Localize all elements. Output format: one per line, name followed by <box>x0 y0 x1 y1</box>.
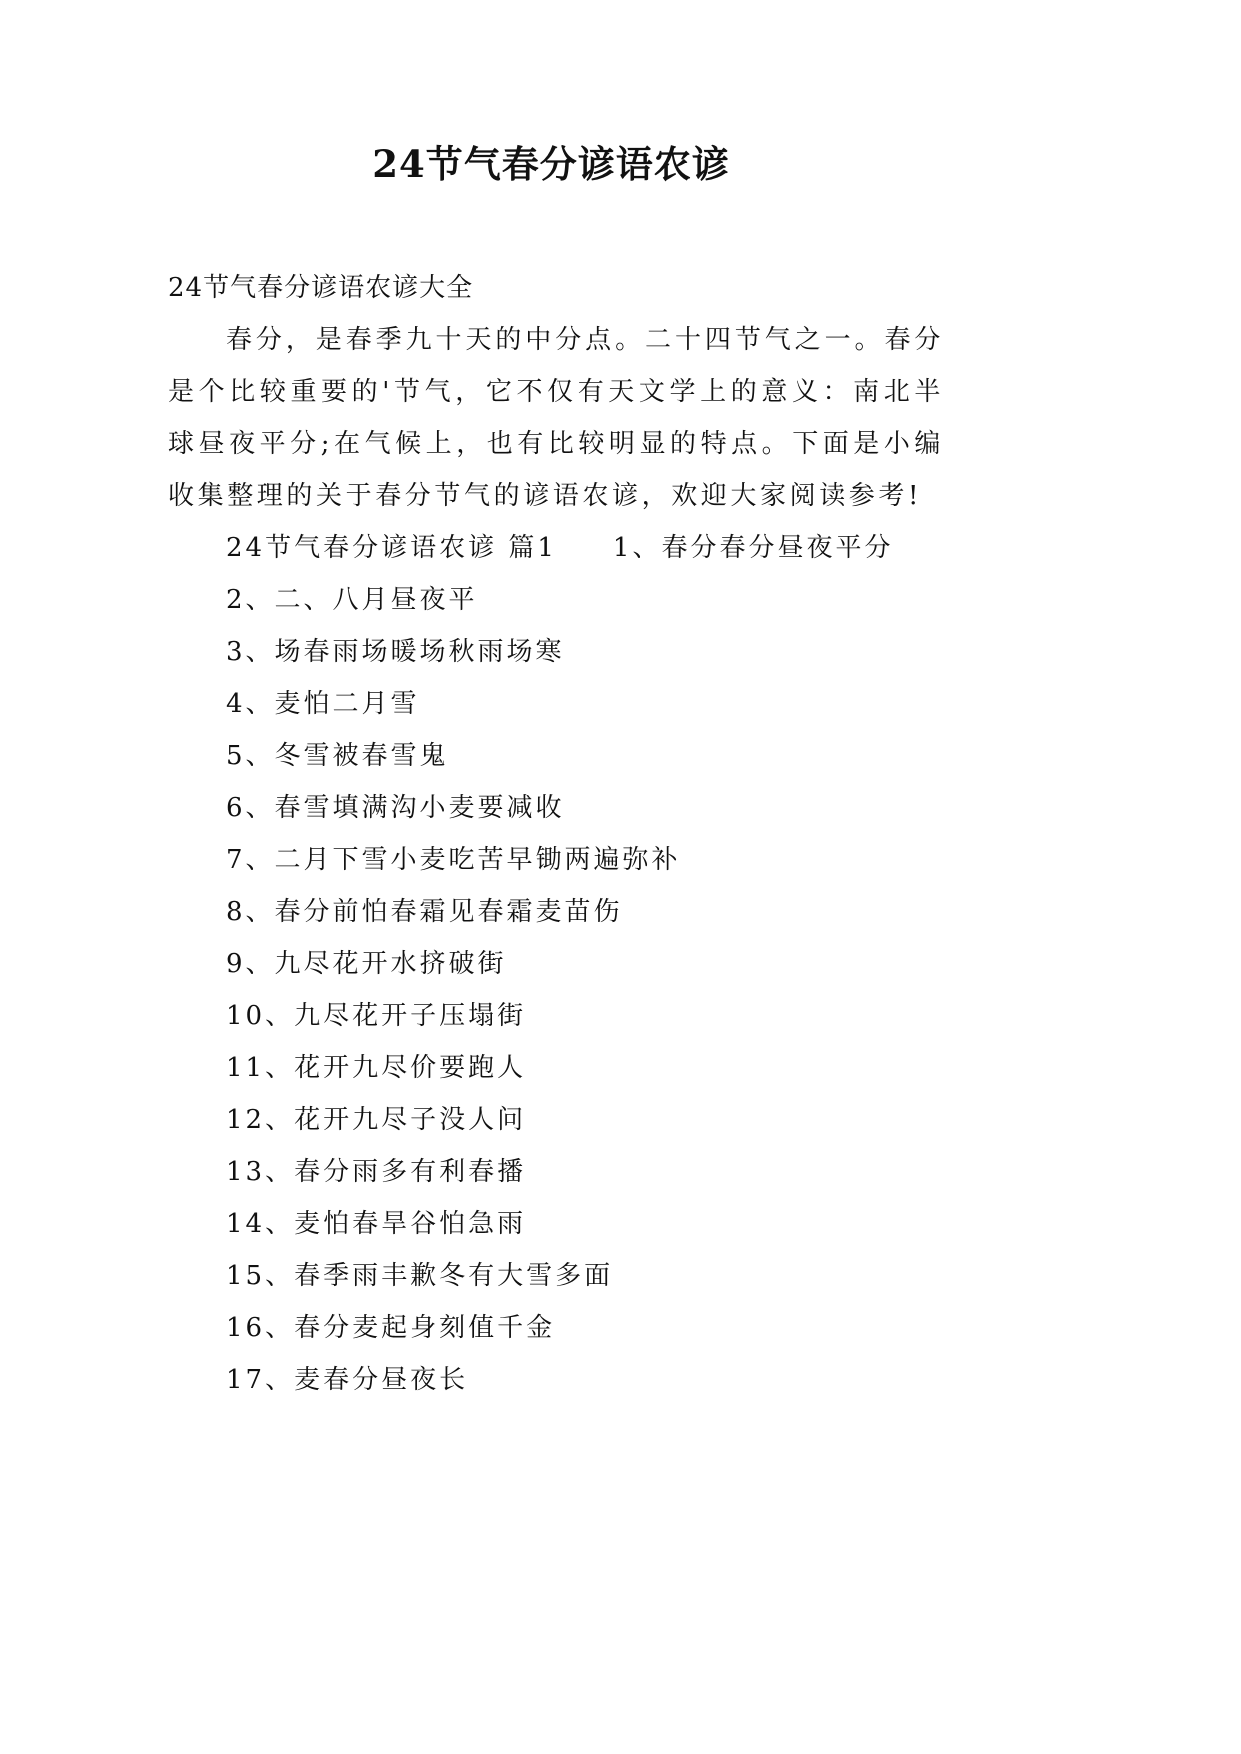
list-item: 5、冬雪被春雪鬼 <box>226 741 449 771</box>
list-item: 11、花开九尽价要跑人 <box>226 1053 527 1083</box>
list-item: 17、麦春分昼夜长 <box>226 1365 469 1395</box>
list-item: 4、麦怕二月雪 <box>226 689 420 719</box>
list-item: 14、麦怕春旱谷怕急雨 <box>226 1209 527 1239</box>
list-item: 16、春分麦起身刻值千金 <box>226 1313 556 1343</box>
list-item: 12、花开九尽子没人问 <box>226 1105 527 1135</box>
list-item: 15、春季雨丰歉冬有大雪多面 <box>226 1261 614 1291</box>
list-item: 8、春分前怕春霜见春霜麦苗伤 <box>226 897 623 927</box>
list-item: 13、春分雨多有利春播 <box>226 1157 527 1187</box>
list-item: 7、二月下雪小麦吃苦早锄两遍弥补 <box>226 845 681 875</box>
section-first-line <box>168 522 944 574</box>
document-title: 24节气春分谚语农谚 <box>372 142 730 186</box>
list-item: 10、九尽花开子压塌街 <box>226 1001 527 1031</box>
list-item: 3、场春雨场暖场秋雨场寒 <box>226 637 565 667</box>
intro-paragraph: 春分，是春季九十天的中分点。二十四节气之一。春分是个比较重要的'节气，它不仅有天文学上的意义：南北半球昼夜平分;在气候上，也有比较明显的特点。下面是小编收集整理的关于春分节气的谚语农谚，欢迎大家阅读参考! <box>168 325 944 511</box>
list-item: 2、二、八月昼夜平 <box>226 585 478 615</box>
list-item: 6、春雪填满沟小麦要减收 <box>226 793 565 823</box>
list-item: 1、春分春分昼夜平分 <box>612 533 894 563</box>
document-subtitle: 24节气春分谚语农谚大全 <box>168 273 474 303</box>
document-body <box>168 262 944 1406</box>
section-heading: 24节气春分谚语农谚 篇1 <box>226 533 557 563</box>
list-item: 9、九尽花开水挤破街 <box>226 949 507 979</box>
